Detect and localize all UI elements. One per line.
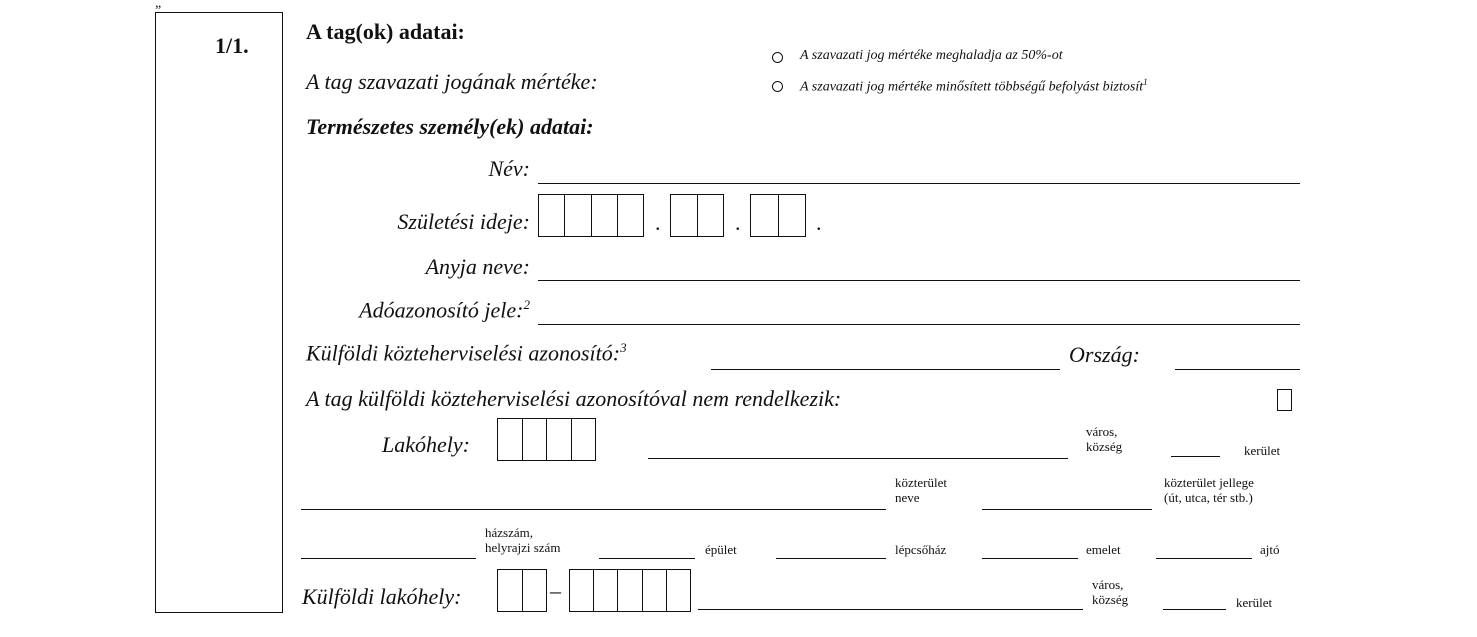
voting-option-qualified-radio[interactable] bbox=[772, 81, 783, 92]
foreign-district-label: kerület bbox=[1236, 595, 1273, 610]
foreign-city-input-line[interactable] bbox=[698, 609, 1083, 610]
corner-mark: „ bbox=[155, 0, 162, 11]
street-type-label: közterület jellege (út, utca, tér stb.) bbox=[1164, 475, 1254, 505]
country-input-line[interactable] bbox=[1175, 369, 1300, 370]
foreign-postcode-boxes[interactable] bbox=[569, 569, 691, 612]
floor-input-line[interactable] bbox=[982, 558, 1078, 559]
stairway-label: lépcsőház bbox=[895, 542, 947, 557]
street-name-input-line[interactable] bbox=[301, 509, 886, 510]
section-number: 1/1. bbox=[215, 33, 249, 58]
residence-postcode-boxes[interactable] bbox=[497, 418, 596, 461]
birth-month-boxes[interactable] bbox=[670, 194, 724, 237]
section-title: A tag(ok) adatai: bbox=[306, 19, 465, 44]
street-type-input-line[interactable] bbox=[982, 509, 1152, 510]
no-foreign-tax-id-checkbox[interactable] bbox=[1277, 389, 1292, 411]
building-input-line[interactable] bbox=[599, 558, 695, 559]
house-number-input-line[interactable] bbox=[301, 558, 476, 559]
foreign-city-label: város, község bbox=[1092, 577, 1129, 607]
residence-district-label: kerület bbox=[1244, 443, 1281, 458]
birth-day-boxes[interactable] bbox=[750, 194, 806, 237]
section-number-frame bbox=[155, 12, 283, 613]
tax-id-input-line[interactable] bbox=[538, 324, 1300, 325]
birth-sep-1: . bbox=[655, 210, 661, 235]
country-label: Ország: bbox=[1069, 342, 1140, 367]
name-input-line[interactable] bbox=[538, 183, 1300, 184]
foreign-district-input-line[interactable] bbox=[1163, 609, 1226, 610]
voting-option-50-label: A szavazati jog mértéke meghaladja az 50%-ot bbox=[800, 48, 1063, 63]
mother-name-input-line[interactable] bbox=[538, 280, 1300, 281]
foreign-tax-id-input-line[interactable] bbox=[711, 369, 1060, 370]
foreign-postcode-dash: – bbox=[550, 578, 561, 603]
stairway-input-line[interactable] bbox=[776, 558, 886, 559]
foreign-tax-id-label: Külföldi közteherviselési azonosító:$^3$ bbox=[306, 340, 627, 366]
name-label: Név: bbox=[488, 156, 530, 181]
no-foreign-tax-id-label: A tag külföldi közteherviselési azonosítóval nem rendelkezik: bbox=[306, 386, 842, 411]
birth-sep-2: . bbox=[735, 210, 741, 235]
building-label: épület bbox=[705, 542, 737, 557]
floor-label: emelet bbox=[1086, 542, 1121, 557]
birth-date-label: Születési ideje: bbox=[397, 209, 530, 234]
residence-city-label: város, község bbox=[1086, 424, 1123, 454]
voting-rights-label: A tag szavazati jogának mértéke: bbox=[306, 69, 598, 94]
door-input-line[interactable] bbox=[1156, 558, 1252, 559]
street-name-label: közterület neve bbox=[895, 475, 947, 505]
residence-district-input-line[interactable] bbox=[1171, 456, 1220, 457]
tax-id-label: Adóazonosító jele:$^2$ bbox=[359, 297, 530, 323]
residence-label: Lakóhely: bbox=[382, 432, 470, 457]
residence-city-input-line[interactable] bbox=[648, 458, 1068, 459]
voting-option-50-radio[interactable] bbox=[772, 52, 783, 63]
natural-persons-heading: Természetes személy(ek) adatai: bbox=[306, 114, 594, 139]
house-number-label: házszám, helyrajzi szám bbox=[485, 525, 561, 555]
birth-year-boxes[interactable] bbox=[538, 194, 644, 237]
foreign-postcode-prefix-boxes[interactable] bbox=[497, 569, 547, 612]
door-label: ajtó bbox=[1260, 542, 1280, 557]
foreign-residence-label: Külföldi lakóhely: bbox=[302, 584, 462, 609]
birth-sep-3: . bbox=[816, 210, 822, 235]
voting-option-qualified-label: A szavazati jog mértéke minősített többségű befolyást biztosít$^1$ bbox=[800, 77, 1148, 95]
mother-name-label: Anyja neve: bbox=[425, 254, 530, 279]
